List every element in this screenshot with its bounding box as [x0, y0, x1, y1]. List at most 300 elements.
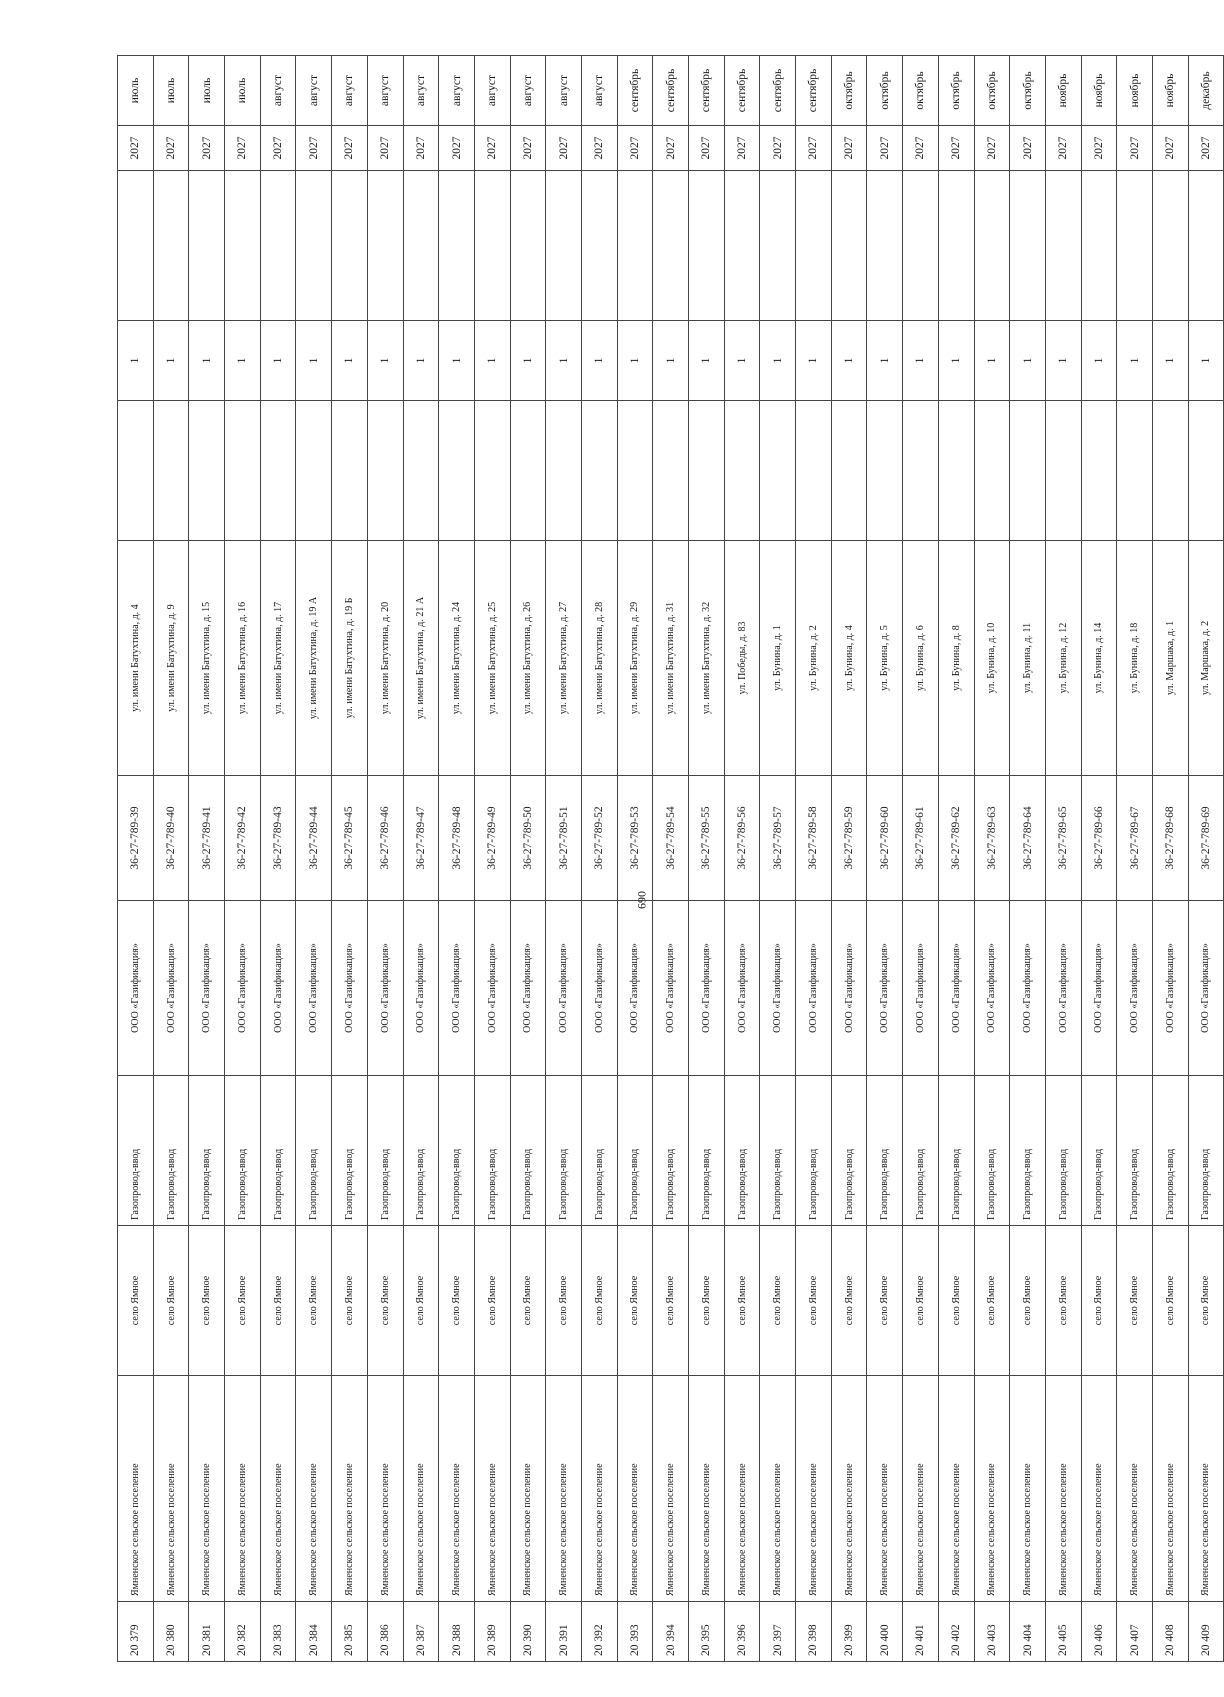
organization-cell: ООО «Газификация»	[689, 901, 725, 1076]
empty-cell	[546, 401, 582, 541]
locality-cell: село Ямное	[260, 1226, 296, 1376]
organization-cell: ООО «Газификация»	[760, 901, 796, 1076]
locality-cell: село Ямное	[867, 1226, 903, 1376]
organization-cell: ООО «Газификация»	[938, 901, 974, 1076]
row-number-cell: 20 407	[1117, 1602, 1153, 1662]
municipality-cell: Ямненское сельское поселение	[974, 1376, 1010, 1602]
object-code-cell: 36-27-789-65	[1045, 776, 1081, 901]
locality-cell: село Ямное	[225, 1226, 261, 1376]
municipality-cell: Ямненское сельское поселение	[1188, 1376, 1224, 1602]
object-code-cell: 36-27-789-43	[260, 776, 296, 901]
table-row	[1152, 56, 1188, 1662]
year-cell: 2027	[689, 126, 725, 171]
row-number-cell: 20 394	[653, 1602, 689, 1662]
year-cell: 2027	[1152, 126, 1188, 171]
month-cell: август	[581, 56, 617, 126]
row-number-cell: 20 399	[831, 1602, 867, 1662]
locality-cell: село Ямное	[617, 1226, 653, 1376]
object-type-cell: Газопровод-ввод	[617, 1076, 653, 1226]
row-number-cell: 20 397	[760, 1602, 796, 1662]
table-row	[581, 56, 617, 1662]
year-cell: 2027	[653, 126, 689, 171]
empty-cell	[225, 401, 261, 541]
quantity-cell: 1	[1010, 321, 1046, 401]
object-type-cell: Газопровод-ввод	[367, 1076, 403, 1226]
year-cell: 2027	[867, 126, 903, 171]
quantity-cell: 1	[1188, 321, 1224, 401]
year-cell: 2027	[903, 126, 939, 171]
municipality-cell: Ямненское сельское поселение	[1010, 1376, 1046, 1602]
address-cell: ул. Бунина, д. 5	[867, 541, 903, 776]
row-number-cell: 20 388	[439, 1602, 475, 1662]
quantity-cell: 1	[760, 321, 796, 401]
address-cell: ул. имени Батухтина, д. 28	[581, 541, 617, 776]
quantity-cell: 1	[581, 321, 617, 401]
row-number-cell: 20 395	[689, 1602, 725, 1662]
table-row	[510, 56, 546, 1662]
table-row	[974, 56, 1010, 1662]
municipality-cell: Ямненское сельское поселение	[403, 1376, 439, 1602]
quantity-cell: 1	[1045, 321, 1081, 401]
locality-cell: село Ямное	[1152, 1226, 1188, 1376]
page-number: 690	[634, 891, 649, 909]
municipality-cell: Ямненское сельское поселение	[546, 1376, 582, 1602]
organization-cell: ООО «Газификация»	[1045, 901, 1081, 1076]
year-cell: 2027	[1081, 126, 1117, 171]
empty-cell	[1152, 171, 1188, 321]
empty-cell	[724, 401, 760, 541]
municipality-cell: Ямненское сельское поселение	[1117, 1376, 1153, 1602]
quantity-cell: 1	[903, 321, 939, 401]
table-row	[724, 56, 760, 1662]
month-cell: август	[510, 56, 546, 126]
municipality-cell: Ямненское сельское поселение	[581, 1376, 617, 1602]
object-type-cell: Газопровод-ввод	[581, 1076, 617, 1226]
address-cell: ул. имени Батухтина, д. 17	[260, 541, 296, 776]
address-cell: ул. Бунина, д. 2	[796, 541, 832, 776]
row-number-cell: 20 400	[867, 1602, 903, 1662]
object-code-cell: 36-27-789-57	[760, 776, 796, 901]
object-code-cell: 36-27-789-59	[831, 776, 867, 901]
object-code-cell: 36-27-789-53	[617, 776, 653, 901]
object-type-cell: Газопровод-ввод	[474, 1076, 510, 1226]
locality-cell: село Ямное	[296, 1226, 332, 1376]
object-code-cell: 36-27-789-55	[689, 776, 725, 901]
organization-cell: ООО «Газификация»	[1010, 901, 1046, 1076]
quantity-cell: 1	[189, 321, 225, 401]
municipality-cell: Ямненское сельское поселение	[617, 1376, 653, 1602]
locality-cell: село Ямное	[474, 1226, 510, 1376]
organization-cell: ООО «Газификация»	[617, 901, 653, 1076]
year-cell: 2027	[617, 126, 653, 171]
address-cell: ул. имени Батухтина, д. 32	[689, 541, 725, 776]
object-code-cell: 36-27-789-64	[1010, 776, 1046, 901]
table-row	[760, 56, 796, 1662]
locality-cell: село Ямное	[439, 1226, 475, 1376]
empty-cell	[1117, 401, 1153, 541]
year-cell: 2027	[260, 126, 296, 171]
year-cell: 2027	[581, 126, 617, 171]
municipality-cell: Ямненское сельское поселение	[474, 1376, 510, 1602]
month-cell: сентябрь	[796, 56, 832, 126]
object-type-cell: Газопровод-ввод	[296, 1076, 332, 1226]
row-number-cell: 20 384	[296, 1602, 332, 1662]
quantity-cell: 1	[653, 321, 689, 401]
empty-cell	[439, 171, 475, 321]
empty-cell	[439, 401, 475, 541]
empty-cell	[260, 171, 296, 321]
municipality-cell: Ямненское сельское поселение	[938, 1376, 974, 1602]
empty-cell	[1010, 171, 1046, 321]
month-cell: июль	[189, 56, 225, 126]
locality-cell: село Ямное	[153, 1226, 189, 1376]
object-type-cell: Газопровод-ввод	[1117, 1076, 1153, 1226]
month-cell: август	[367, 56, 403, 126]
empty-cell	[760, 401, 796, 541]
table-row	[118, 56, 154, 1662]
empty-cell	[189, 401, 225, 541]
empty-cell	[510, 401, 546, 541]
table-row	[367, 56, 403, 1662]
quantity-cell: 1	[332, 321, 368, 401]
empty-cell	[403, 401, 439, 541]
address-cell: ул. имени Батухтина, д. 9	[153, 541, 189, 776]
month-cell: июль	[118, 56, 154, 126]
quantity-cell: 1	[1152, 321, 1188, 401]
quantity-cell: 1	[1117, 321, 1153, 401]
municipality-cell: Ямненское сельское поселение	[867, 1376, 903, 1602]
row-number-cell: 20 385	[332, 1602, 368, 1662]
row-number-cell: 20 386	[367, 1602, 403, 1662]
month-cell: октябрь	[867, 56, 903, 126]
object-type-cell: Газопровод-ввод	[1045, 1076, 1081, 1226]
month-cell: сентябрь	[760, 56, 796, 126]
row-number-cell: 20 406	[1081, 1602, 1117, 1662]
locality-cell: село Ямное	[831, 1226, 867, 1376]
object-code-cell: 36-27-789-68	[1152, 776, 1188, 901]
object-code-cell: 36-27-789-39	[118, 776, 154, 901]
empty-cell	[653, 171, 689, 321]
locality-cell: село Ямное	[189, 1226, 225, 1376]
table-row	[1010, 56, 1046, 1662]
quantity-cell: 1	[831, 321, 867, 401]
year-cell: 2027	[118, 126, 154, 171]
row-number-cell: 20 392	[581, 1602, 617, 1662]
organization-cell: ООО «Газификация»	[1081, 901, 1117, 1076]
month-cell: июль	[225, 56, 261, 126]
row-number-cell: 20 408	[1152, 1602, 1188, 1662]
address-cell: ул. имени Батухтина, д. 19 Б	[332, 541, 368, 776]
month-cell: октябрь	[1010, 56, 1046, 126]
empty-cell	[796, 171, 832, 321]
empty-cell	[617, 401, 653, 541]
organization-cell: ООО «Газификация»	[653, 901, 689, 1076]
object-type-cell: Газопровод-ввод	[403, 1076, 439, 1226]
month-cell: август	[439, 56, 475, 126]
object-type-cell: Газопровод-ввод	[1188, 1076, 1224, 1226]
quantity-cell: 1	[974, 321, 1010, 401]
empty-cell	[1045, 401, 1081, 541]
month-cell: октябрь	[974, 56, 1010, 126]
table-row	[689, 56, 725, 1662]
object-code-cell: 36-27-789-61	[903, 776, 939, 901]
month-cell: август	[332, 56, 368, 126]
empty-cell	[1188, 401, 1224, 541]
table-row	[225, 56, 261, 1662]
year-cell: 2027	[474, 126, 510, 171]
empty-cell	[903, 171, 939, 321]
object-type-cell: Газопровод-ввод	[510, 1076, 546, 1226]
month-cell: август	[474, 56, 510, 126]
organization-cell: ООО «Газификация»	[153, 901, 189, 1076]
object-code-cell: 36-27-789-52	[581, 776, 617, 901]
rotated-table-wrapper	[117, 68, 1224, 1662]
row-number-cell: 20 403	[974, 1602, 1010, 1662]
address-cell: ул. имени Батухтина, д. 27	[546, 541, 582, 776]
object-type-cell: Газопровод-ввод	[760, 1076, 796, 1226]
empty-cell	[546, 171, 582, 321]
empty-cell	[938, 401, 974, 541]
month-cell: ноябрь	[1152, 56, 1188, 126]
table-body	[118, 56, 1224, 1662]
empty-cell	[831, 171, 867, 321]
object-code-cell: 36-27-789-40	[153, 776, 189, 901]
locality-cell: село Ямное	[546, 1226, 582, 1376]
locality-cell: село Ямное	[724, 1226, 760, 1376]
table-row	[403, 56, 439, 1662]
empty-cell	[367, 171, 403, 321]
address-cell: ул. Бунина, д. 10	[974, 541, 1010, 776]
object-code-cell: 36-27-789-50	[510, 776, 546, 901]
object-code-cell: 36-27-789-60	[867, 776, 903, 901]
empty-cell	[189, 171, 225, 321]
object-type-cell: Газопровод-ввод	[796, 1076, 832, 1226]
table-row	[617, 56, 653, 1662]
locality-cell: село Ямное	[332, 1226, 368, 1376]
municipality-cell: Ямненское сельское поселение	[1045, 1376, 1081, 1602]
address-cell: ул. Бунина, д. 8	[938, 541, 974, 776]
table-row	[332, 56, 368, 1662]
locality-cell: село Ямное	[938, 1226, 974, 1376]
object-code-cell: 36-27-789-58	[796, 776, 832, 901]
object-type-cell: Газопровод-ввод	[1081, 1076, 1117, 1226]
address-cell: ул. имени Батухтина, д. 20	[367, 541, 403, 776]
municipality-cell: Ямненское сельское поселение	[796, 1376, 832, 1602]
row-number-cell: 20 390	[510, 1602, 546, 1662]
quantity-cell: 1	[260, 321, 296, 401]
month-cell: август	[403, 56, 439, 126]
locality-cell: село Ямное	[903, 1226, 939, 1376]
object-type-cell: Газопровод-ввод	[546, 1076, 582, 1226]
table-row	[1188, 56, 1224, 1662]
year-cell: 2027	[510, 126, 546, 171]
month-cell: ноябрь	[1081, 56, 1117, 126]
row-number-cell: 20 387	[403, 1602, 439, 1662]
empty-cell	[260, 401, 296, 541]
quantity-cell: 1	[938, 321, 974, 401]
month-cell: сентябрь	[653, 56, 689, 126]
object-code-cell: 36-27-789-46	[367, 776, 403, 901]
organization-cell: ООО «Газификация»	[796, 901, 832, 1076]
organization-cell: ООО «Газификация»	[867, 901, 903, 1076]
empty-cell	[118, 401, 154, 541]
object-code-cell: 36-27-789-47	[403, 776, 439, 901]
month-cell: сентябрь	[689, 56, 725, 126]
year-cell: 2027	[760, 126, 796, 171]
locality-cell: село Ямное	[1010, 1226, 1046, 1376]
quantity-cell: 1	[296, 321, 332, 401]
address-cell: ул. имени Батухтина, д. 31	[653, 541, 689, 776]
year-cell: 2027	[1045, 126, 1081, 171]
object-code-cell: 36-27-789-51	[546, 776, 582, 901]
empty-cell	[903, 401, 939, 541]
object-type-cell: Газопровод-ввод	[225, 1076, 261, 1226]
object-type-cell: Газопровод-ввод	[439, 1076, 475, 1226]
locality-cell: село Ямное	[1045, 1226, 1081, 1376]
year-cell: 2027	[189, 126, 225, 171]
municipality-cell: Ямненское сельское поселение	[653, 1376, 689, 1602]
address-cell: ул. Бунина, д. 1	[760, 541, 796, 776]
quantity-cell: 1	[724, 321, 760, 401]
object-type-cell: Газопровод-ввод	[332, 1076, 368, 1226]
empty-cell	[1081, 401, 1117, 541]
year-cell: 2027	[1188, 126, 1224, 171]
object-code-cell: 36-27-789-54	[653, 776, 689, 901]
organization-cell: ООО «Газификация»	[1117, 901, 1153, 1076]
object-code-cell: 36-27-789-63	[974, 776, 1010, 901]
object-code-cell: 36-27-789-49	[474, 776, 510, 901]
municipality-cell: Ямненское сельское поселение	[724, 1376, 760, 1602]
empty-cell	[474, 171, 510, 321]
object-code-cell: 36-27-789-42	[225, 776, 261, 901]
row-number-cell: 20 391	[546, 1602, 582, 1662]
empty-cell	[118, 171, 154, 321]
municipality-cell: Ямненское сельское поселение	[689, 1376, 725, 1602]
object-type-cell: Газопровод-ввод	[1010, 1076, 1046, 1226]
organization-cell: ООО «Газификация»	[974, 901, 1010, 1076]
object-code-cell: 36-27-789-62	[938, 776, 974, 901]
quantity-cell: 1	[1081, 321, 1117, 401]
year-cell: 2027	[225, 126, 261, 171]
object-type-cell: Газопровод-ввод	[938, 1076, 974, 1226]
municipality-cell: Ямненское сельское поселение	[831, 1376, 867, 1602]
organization-cell: ООО «Газификация»	[510, 901, 546, 1076]
quantity-cell: 1	[225, 321, 261, 401]
address-cell: ул. Бунина, д. 12	[1045, 541, 1081, 776]
empty-cell	[581, 171, 617, 321]
locality-cell: село Ямное	[1081, 1226, 1117, 1376]
locality-cell: село Ямное	[367, 1226, 403, 1376]
address-cell: ул. имени Батухтина, д. 24	[439, 541, 475, 776]
organization-cell: ООО «Газификация»	[1188, 901, 1224, 1076]
municipality-cell: Ямненское сельское поселение	[510, 1376, 546, 1602]
quantity-cell: 1	[439, 321, 475, 401]
row-number-cell: 20 404	[1010, 1602, 1046, 1662]
object-code-cell: 36-27-789-44	[296, 776, 332, 901]
object-code-cell: 36-27-789-66	[1081, 776, 1117, 901]
address-cell: ул. имени Батухтина, д. 4	[118, 541, 154, 776]
quantity-cell: 1	[689, 321, 725, 401]
table-row	[796, 56, 832, 1662]
address-cell: ул. Бунина, д. 4	[831, 541, 867, 776]
empty-cell	[938, 171, 974, 321]
municipality-cell: Ямненское сельское поселение	[1152, 1376, 1188, 1602]
empty-cell	[1010, 401, 1046, 541]
empty-cell	[153, 171, 189, 321]
object-code-cell: 36-27-789-41	[189, 776, 225, 901]
organization-cell: ООО «Газификация»	[332, 901, 368, 1076]
year-cell: 2027	[403, 126, 439, 171]
row-number-cell: 20 409	[1188, 1602, 1224, 1662]
locality-cell: село Ямное	[689, 1226, 725, 1376]
row-number-cell: 20 381	[189, 1602, 225, 1662]
organization-cell: ООО «Газификация»	[118, 901, 154, 1076]
address-cell: ул. имени Батухтина, д. 26	[510, 541, 546, 776]
object-code-cell: 36-27-789-67	[1117, 776, 1153, 901]
organization-cell: ООО «Газификация»	[903, 901, 939, 1076]
year-cell: 2027	[367, 126, 403, 171]
locality-cell: село Ямное	[118, 1226, 154, 1376]
table-row	[1081, 56, 1117, 1662]
quantity-cell: 1	[403, 321, 439, 401]
table-row	[296, 56, 332, 1662]
object-type-cell: Газопровод-ввод	[831, 1076, 867, 1226]
empty-cell	[1081, 171, 1117, 321]
quantity-cell: 1	[546, 321, 582, 401]
empty-cell	[1152, 401, 1188, 541]
table-row	[1117, 56, 1153, 1662]
empty-cell	[617, 171, 653, 321]
object-type-cell: Газопровод-ввод	[118, 1076, 154, 1226]
municipality-cell: Ямненское сельское поселение	[903, 1376, 939, 1602]
object-code-cell: 36-27-789-56	[724, 776, 760, 901]
organization-cell: ООО «Газификация»	[189, 901, 225, 1076]
empty-cell	[974, 401, 1010, 541]
address-cell: ул. Бунина, д. 14	[1081, 541, 1117, 776]
quantity-cell: 1	[510, 321, 546, 401]
row-number-cell: 20 398	[796, 1602, 832, 1662]
municipality-cell: Ямненское сельское поселение	[153, 1376, 189, 1602]
object-type-cell: Газопровод-ввод	[189, 1076, 225, 1226]
empty-cell	[403, 171, 439, 321]
empty-cell	[332, 171, 368, 321]
address-cell: ул. имени Батухтина, д. 25	[474, 541, 510, 776]
empty-cell	[153, 401, 189, 541]
row-number-cell: 20 383	[260, 1602, 296, 1662]
municipality-cell: Ямненское сельское поселение	[439, 1376, 475, 1602]
empty-cell	[867, 171, 903, 321]
empty-cell	[831, 401, 867, 541]
month-cell: июль	[153, 56, 189, 126]
table-row	[1045, 56, 1081, 1662]
organization-cell: ООО «Газификация»	[831, 901, 867, 1076]
municipality-cell: Ямненское сельское поселение	[760, 1376, 796, 1602]
empty-cell	[332, 401, 368, 541]
year-cell: 2027	[831, 126, 867, 171]
object-code-cell: 36-27-789-45	[332, 776, 368, 901]
table-row	[653, 56, 689, 1662]
year-cell: 2027	[974, 126, 1010, 171]
organization-cell: ООО «Газификация»	[296, 901, 332, 1076]
quantity-cell: 1	[617, 321, 653, 401]
row-number-cell: 20 393	[617, 1602, 653, 1662]
year-cell: 2027	[796, 126, 832, 171]
object-type-cell: Газопровод-ввод	[689, 1076, 725, 1226]
object-code-cell: 36-27-789-48	[439, 776, 475, 901]
locality-cell: село Ямное	[796, 1226, 832, 1376]
quantity-cell: 1	[474, 321, 510, 401]
month-cell: октябрь	[831, 56, 867, 126]
